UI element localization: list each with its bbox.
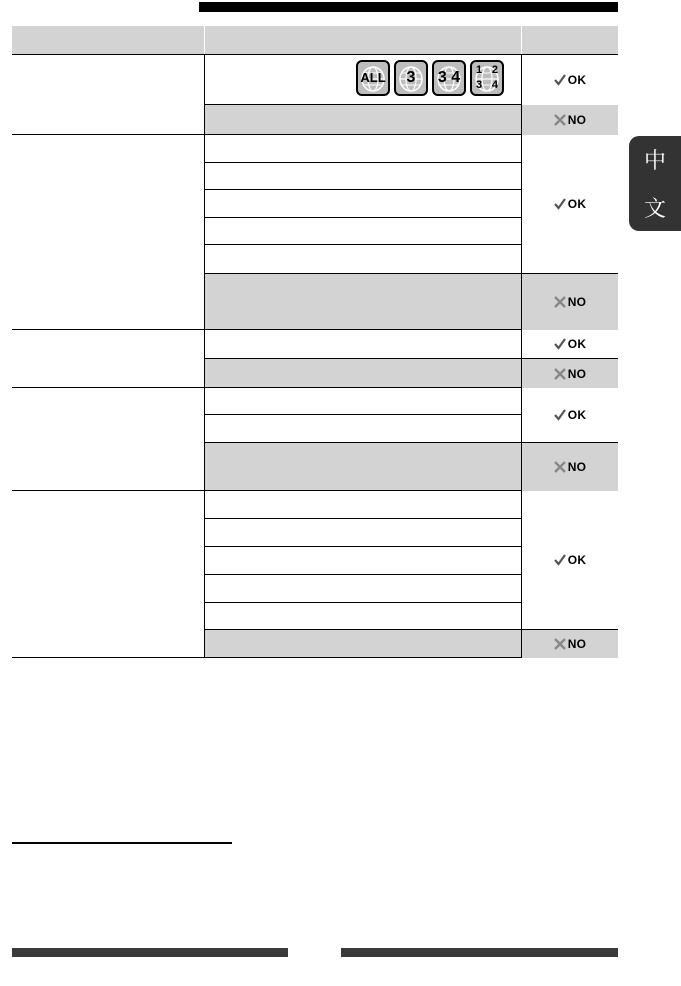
no-badge xyxy=(554,113,586,127)
cross-icon xyxy=(554,114,566,126)
table-row xyxy=(205,330,521,359)
region-quad-label: 2 xyxy=(491,64,498,76)
cross-icon xyxy=(554,368,566,380)
table-row xyxy=(205,547,521,575)
check-icon xyxy=(554,409,566,421)
status-cell xyxy=(522,630,618,658)
no-label: NO xyxy=(567,295,587,309)
table-row xyxy=(205,359,521,388)
table-row xyxy=(205,603,521,630)
table-row xyxy=(205,245,521,274)
header-cell-1 xyxy=(12,26,204,54)
ok-label: OK xyxy=(567,553,587,567)
status-cell xyxy=(522,135,618,274)
no-badge xyxy=(554,295,586,309)
region-icons xyxy=(356,60,504,96)
status-cell xyxy=(522,330,618,359)
region-quad-label: 3 xyxy=(476,79,483,91)
table-row xyxy=(205,163,521,190)
region-all-icon xyxy=(356,60,390,96)
check-icon xyxy=(554,74,566,86)
footer-bar-right xyxy=(341,948,618,957)
status-cell xyxy=(522,443,618,491)
region-all-label: ALL xyxy=(360,70,386,85)
check-icon xyxy=(554,338,566,350)
table-row xyxy=(205,135,521,163)
region-3-4-icon xyxy=(432,60,466,96)
table-row xyxy=(205,388,521,415)
ok-badge xyxy=(554,73,586,87)
no-label: NO xyxy=(567,637,587,651)
table-row xyxy=(205,491,521,519)
ok-label: OK xyxy=(567,337,587,351)
region-3-icon xyxy=(394,60,428,96)
check-icon xyxy=(554,198,566,210)
table-row xyxy=(205,190,521,218)
ok-badge xyxy=(554,337,586,351)
no-badge xyxy=(554,367,586,381)
ok-badge xyxy=(554,197,586,211)
table-row xyxy=(205,218,521,245)
cross-icon xyxy=(554,296,566,308)
table-row xyxy=(205,575,521,603)
table-row xyxy=(205,443,521,491)
language-tab[interactable] xyxy=(629,136,681,231)
top-rule xyxy=(199,2,618,12)
ok-label: OK xyxy=(567,408,587,422)
language-tab-char: 中 xyxy=(643,148,666,174)
table-row xyxy=(205,519,521,547)
ok-badge xyxy=(554,553,586,567)
region-3-label: 3 xyxy=(406,69,416,86)
ok-label: OK xyxy=(567,73,587,87)
ok-badge xyxy=(554,408,586,422)
no-label: NO xyxy=(567,113,587,127)
footer-bar-left xyxy=(12,948,288,957)
table-row xyxy=(205,274,521,330)
region-quad-label: 1 xyxy=(476,64,483,76)
status-cell xyxy=(522,105,618,135)
language-tab-char: 文 xyxy=(643,195,666,221)
no-label: NO xyxy=(567,460,587,474)
cross-icon xyxy=(554,638,566,650)
status-cell xyxy=(522,359,618,388)
check-icon xyxy=(554,554,566,566)
status-cell xyxy=(522,388,618,443)
no-badge xyxy=(554,637,586,651)
region-quad-label: 4 xyxy=(491,79,498,91)
section-underline xyxy=(12,842,232,844)
status-cell xyxy=(522,55,618,105)
header-cell-2 xyxy=(205,26,521,54)
no-label: NO xyxy=(567,366,587,381)
ok-label: OK xyxy=(567,197,587,211)
region-3-4-label: 3 4 xyxy=(437,69,461,86)
status-cell xyxy=(522,274,618,330)
region-1-2-3-4-icon xyxy=(470,60,504,96)
table-row xyxy=(205,630,521,658)
cross-icon xyxy=(554,461,566,473)
status-cell xyxy=(522,491,618,630)
table-row xyxy=(205,105,521,135)
table-row xyxy=(205,415,521,443)
header-cell-3 xyxy=(522,26,618,54)
no-badge xyxy=(554,460,586,474)
